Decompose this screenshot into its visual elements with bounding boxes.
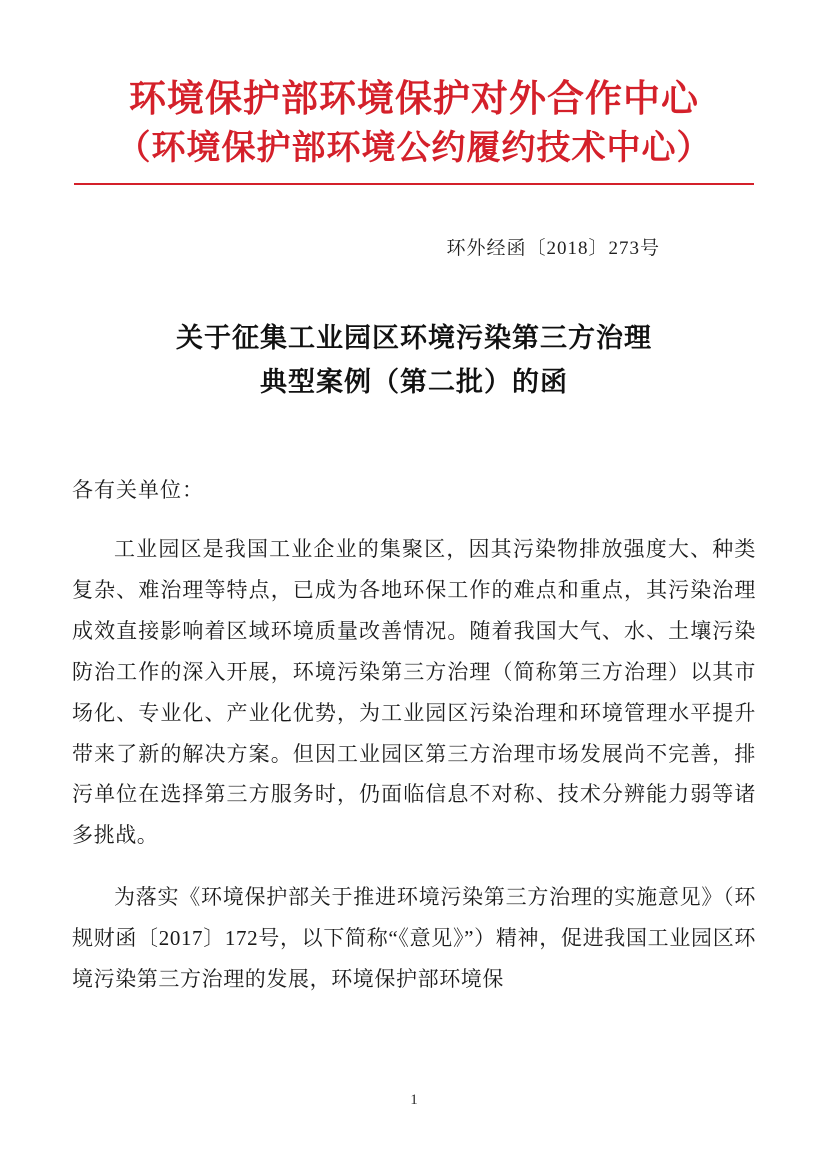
document-number-row (72, 233, 756, 260)
body-paragraph-1: 工业园区是我国工业企业的集聚区，因其污染物排放强度大、种类复杂、难治理等特点，已成为各地环保工作的难点和重点，其污染治理成效直接影响着区域环境质量改善情况。随着我国大气、水、土壤污染防治工作的深入开展，环境污染第三方治理（简称第三方治理）以其市场化、专业化、产业化优势，为工业园区污染治理和环境管理水平提升带来了新的解决方案。但因工业园区第三方治理市场发展尚不完善，排污单位在选择第三方服务时，仍面临信息不对称、技术分辨能力弱等诸多挑战。 (72, 536, 756, 848)
salutation: 各有关单位： (72, 477, 204, 502)
letterhead-line-2: （环境保护部环境公约履约技术中心） (116, 130, 712, 168)
document-number: 环外经函〔2018〕273号 (446, 237, 660, 259)
page-title-line-2: 典型案例（第二批）的函 (260, 367, 568, 398)
page-title (72, 316, 756, 405)
page-title-line-1: 关于征集工业园区环境污染第三方治理 (176, 322, 652, 353)
body-paragraph-2: 为落实《环境保护部关于推进环境污染第三方治理的实施意见》（环规财函〔2017〕172号，以下简称“《意见》”）精神，促进我国工业园区环境污染第三方治理的发展，环境保护部环境保 (72, 885, 756, 992)
letterhead (72, 0, 756, 185)
letterhead-line-1: 环境保护部环境保护对外合作中心 (129, 79, 699, 120)
letterhead-red-rule (74, 183, 754, 185)
page-number: 1 (410, 1092, 418, 1108)
